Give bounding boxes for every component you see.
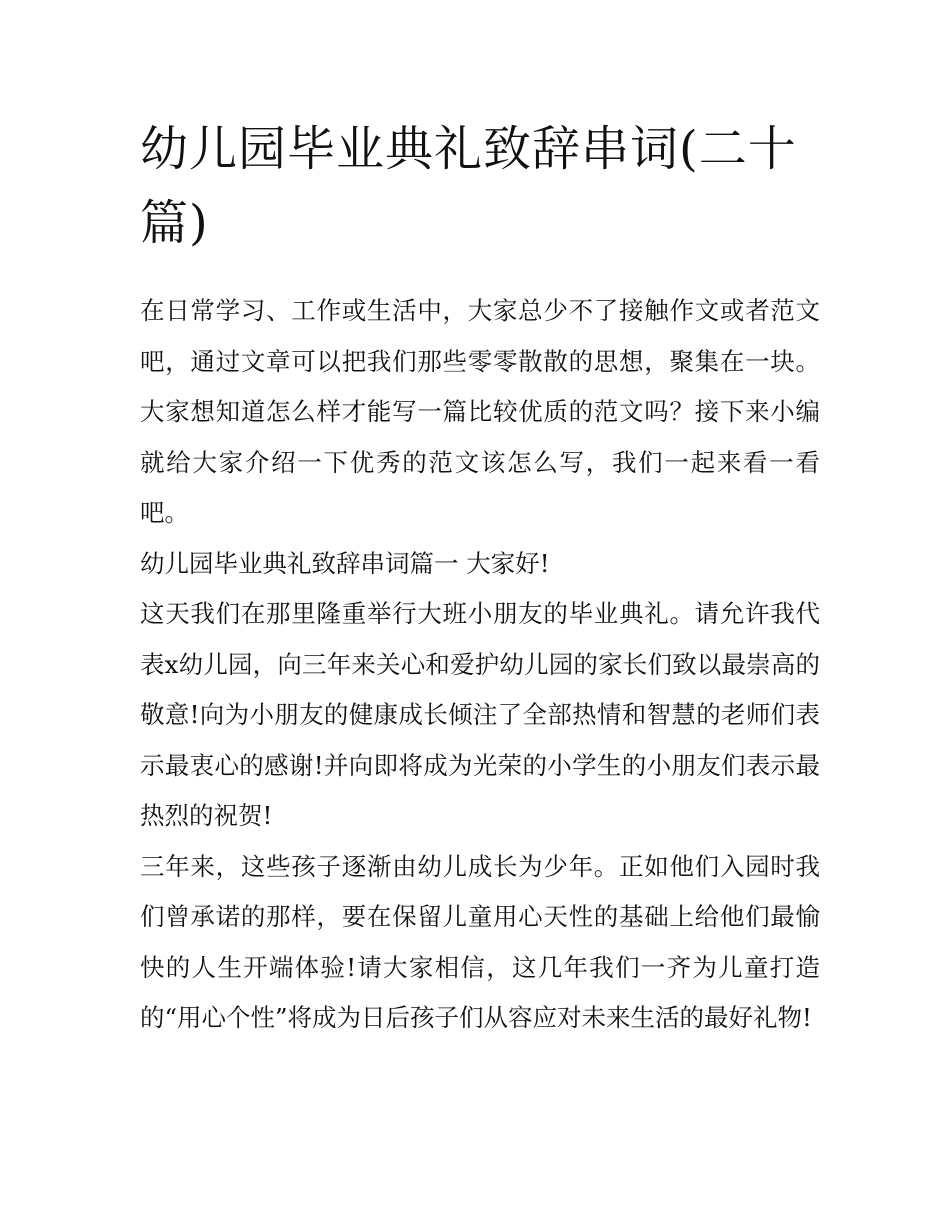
document-page — [140, 112, 820, 1044]
section-heading-paragraph: 幼儿园毕业典礼致辞串词篇一 大家好! — [140, 548, 550, 578]
document-title: 幼儿园毕业典礼致辞串词(二十篇) — [140, 121, 797, 251]
intro-paragraph: 在日常学习、工作或生活中，大家总少不了接触作文或者范文吧，通过文章可以把我们那些零零散散的思想，聚集在一块。大家想知道怎么样才能写一篇比较优质的范文吗？接下来小编就给大家介绍一下优秀的范文该怎么写，我们一起来看一看吧。 — [140, 296, 820, 527]
body-paragraph: 这天我们在那里隆重举行大班小朋友的毕业典礼。请允许我代表x幼儿园，向三年来关心和爱护幼儿园的家长们致以最崇高的敬意!向为小朋友的健康成长倾注了全部热情和智慧的老师们表示最衷心的感谢!并向即将成为光荣的小学生的小朋友们表示最热烈的祝贺! — [140, 599, 820, 830]
body-paragraph: 三年来，这些孩子逐渐由幼儿成长为少年。正如他们入园时我们曾承诺的那样，要在保留儿童用心天性的基础上给他们最愉快的人生开端体验!请大家相信，这几年我们一齐为儿童打造的“用心个性”将成为日后孩子们从容应对未来生活的最好礼物! — [140, 851, 820, 1032]
document-body — [140, 286, 820, 1044]
